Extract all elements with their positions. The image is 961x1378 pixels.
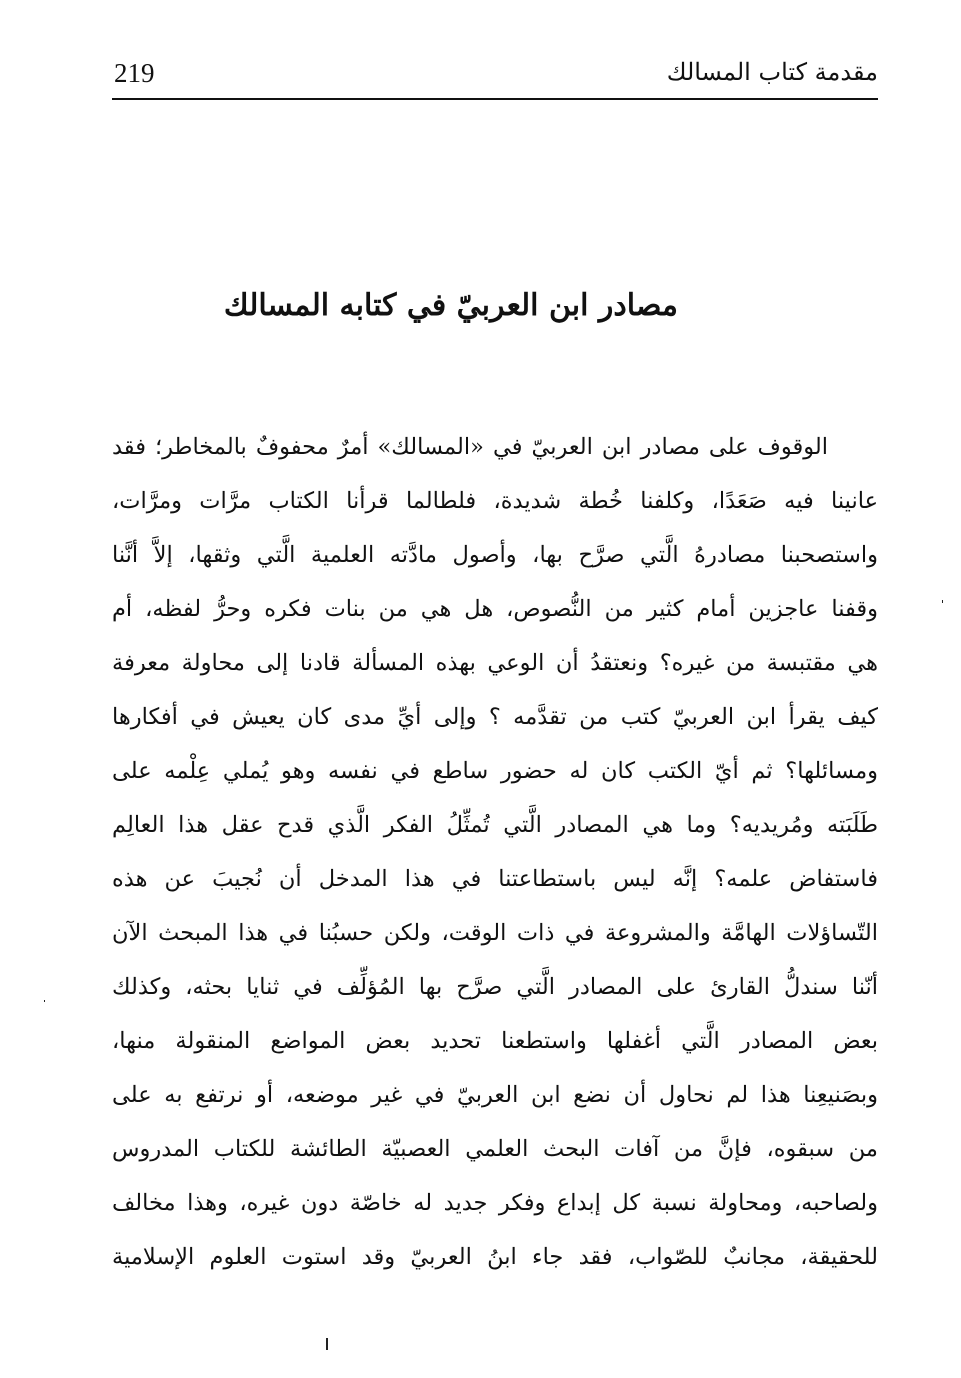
- scan-speck: [326, 1338, 328, 1350]
- body-line: وبصَنيعِنا هذا لم نحاول أن نضع ابن العربيّ في غير موضعه، أو نرتفع به على: [112, 1082, 878, 1108]
- body-line: وقفنا عاجزين أمام كثير من النُّصوص، هل هي من بنات فكره وحرُّ لفظه، أم: [112, 596, 878, 622]
- chapter-title: مصادر ابن العربيّ في كتابه المسالك: [223, 288, 678, 323]
- body-line: التّساؤلات الهامَّة والمشروعة في ذات الوقت، ولكن حسبُنا في هذا المبحث الآن: [112, 920, 878, 946]
- page-number: 219: [114, 58, 155, 88]
- body-text: [112, 420, 878, 1284]
- body-line: الوقوف على مصادر ابن العربيّ في «المسالك» أمرٌ محفوفٌ بالمخاطر؛ فقد: [112, 434, 828, 460]
- scan-speck: [942, 600, 943, 603]
- running-title: مقدمة كتاب المسالك: [666, 58, 878, 86]
- body-line: ولصاحبه، ومحاولة نسبة كل إبداع وفكر جديد له خاصّة دون غيره، وهذا مخالف: [112, 1190, 878, 1216]
- body-line: أنّنا سندلُّ القارئ على المصادر الَّتي صرَّح بها المُؤلِّف في ثنايا بحثه، وكذلك: [112, 974, 878, 1000]
- body-line: ومسائلها؟ ثم أيّ الكتب كان له حضور ساطع في نفسه وهو يُملي عِلْمه على: [112, 758, 878, 784]
- body-line: من سبقوه، فإنَّ من آفات البحث العلمي العصبيّة الطائشة للكتاب المدروس: [112, 1136, 878, 1162]
- body-line: واستصحبنا مصادرهُ الَّتي صرَّح بها، وأصول مادَّته العلمية الَّتي وثقها، إلاَّ أنَّنا: [112, 542, 878, 568]
- body-line: طَلَبَته ومُريديه؟ وما هي المصادر الَّتي تُمثِّلُ الفكر الَّذي قدح عقل هذا العالِم: [112, 812, 878, 838]
- body-line: فاستفاض علمه؟ إنَّه ليس باستطاعتنا في هذا المدخل أن نُجيبَ عن هذه: [112, 866, 878, 892]
- scan-speck: [44, 1000, 45, 1002]
- body-line: هي مقتبسة من غيره؟ ونعتقدُ أن الوعي بهذه المسألة قادنا إلى محاولة معرفة: [112, 650, 878, 676]
- body-line: عانينا فيه صَعَدًا، وكلفنا خُطة شديدة، فلطالما قرأنا الكتاب مرَّات ومرَّات،: [112, 488, 878, 514]
- body-line: للحقيقة، مجانبٌ للصّواب، فقد جاء ابنُ العربيّ وقد استوت العلوم الإسلامية: [112, 1244, 878, 1270]
- body-line: بعض المصادر الَّتي أغفلها واستطعنا تحديد بعض المواضع المنقولة منها،: [112, 1028, 878, 1054]
- page-header: [112, 52, 878, 100]
- body-line: كيف يقرأ ابن العربيّ كتب من تقدَّمه ؟ وإلى أيِّ مدى كان يعيش في أفكارها: [112, 704, 878, 730]
